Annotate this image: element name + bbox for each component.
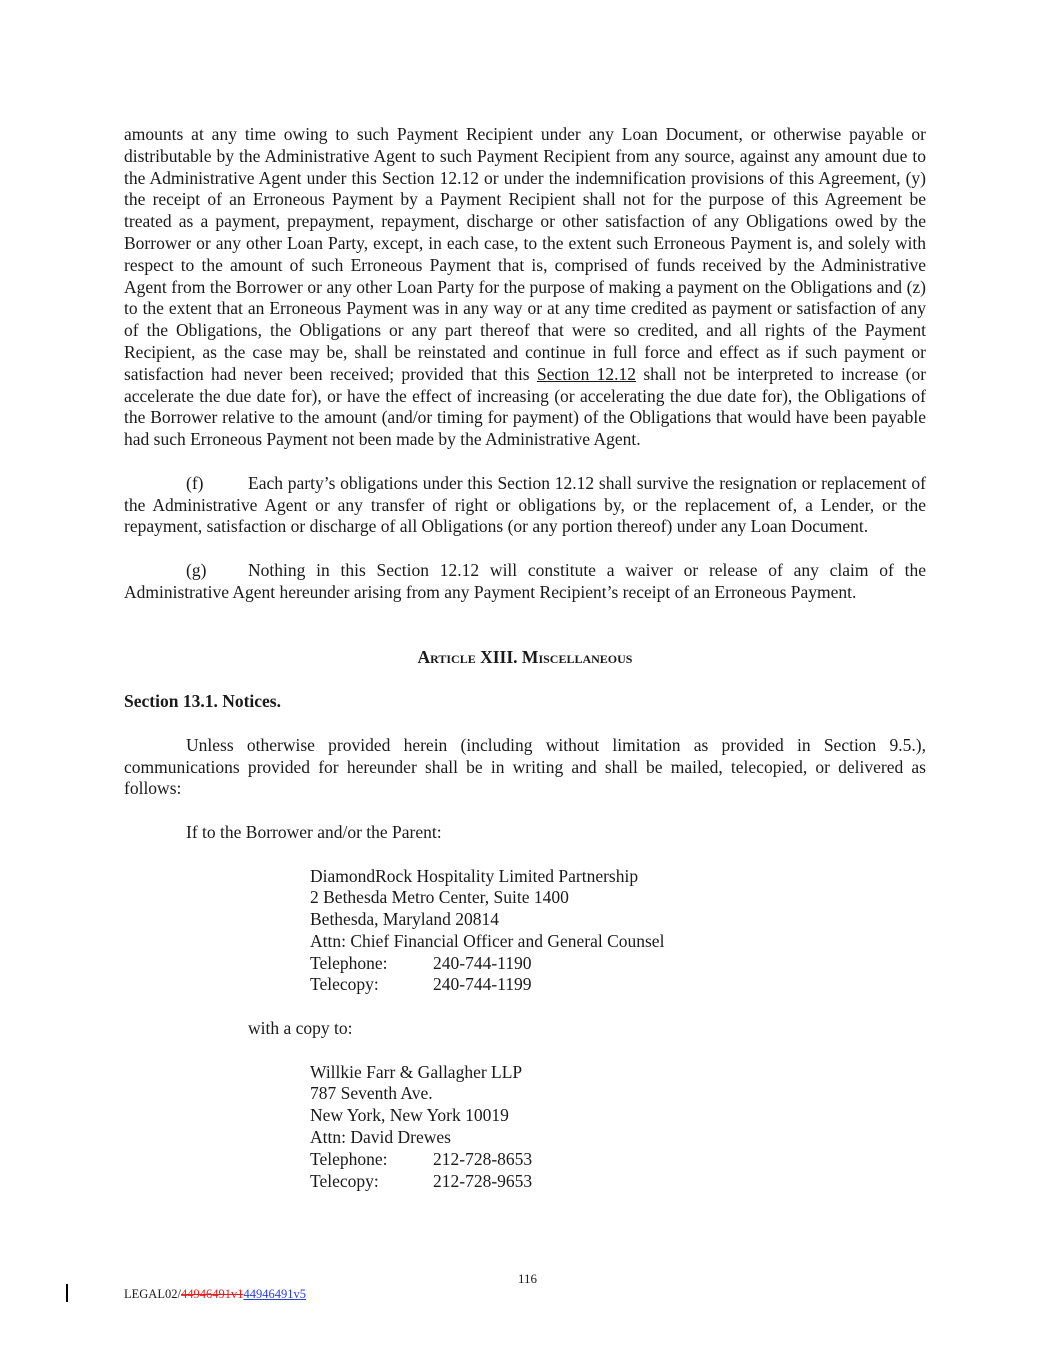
paragraph-f-label: (f) [186, 472, 204, 493]
page-number: 116 [517, 1271, 538, 1286]
copy-attn: Attn: David Drewes [310, 1127, 451, 1148]
copy-name: Willkie Farr & Gallagher LLP [310, 1061, 523, 1082]
paragraph-g-text: Nothing in this Section 12.12 will constitute a waiver or release of any claim of the Administrative Agent hereunder arising from any Payment Recipient’s receipt of an Erroneous Payment. [124, 559, 926, 602]
borrower-telephone: Telephone: 240-744-1190 [310, 952, 532, 973]
copy-telephone: Telephone: 212-728-8653 [310, 1148, 533, 1169]
borrower-intro: If to the Borrower and/or the Parent: [186, 821, 442, 842]
copy-street: 787 Seventh Ave. [310, 1083, 433, 1104]
section-12-12-reference: Section 12.12 [536, 363, 637, 384]
footer-inserted-version: 44946491v5 [243, 1287, 306, 1301]
copy-city: New York, New York 10019 [310, 1105, 509, 1126]
paragraph-g-label: (g) [186, 559, 207, 580]
paragraph-text-tail: shall not be interpreted to increase (or accelerate the due date for), or have the effect of increasing (or accelerating the due date for), the Obligations of the Borrower relative to the amount (and/or timing for payment) of the Obligations that would have been payable had such Erroneous Payment not been made by the Administrative Agent. [124, 363, 927, 450]
change-bar [66, 1284, 68, 1302]
paragraph-f [124, 473, 926, 538]
paragraph-text: amounts at any time owing to such Payment Recipient under any Loan Document, or otherwise payable or distributable by the Administrative Agent to such Payment Recipient from any source, against any amount due to the Administrative Agent under this Section 12.12 or under the indemnification provisions of this Agreement, (y) the receipt of an Erroneous Payment by a Payment Recipient shall not for the purpose of this Agreement be treated as a payment, prepayment, repayment, discharge or other satisfaction of any Obligations owed by the Borrower or any other Loan Party, except, in each case, to the extent such Erroneous Payment is, and solely with respect to the amount of such Erroneous Payment that is, comprised of funds received by the Administrative Agent from the Borrower or any other Loan Party for the purpose of making a payment on the Obligations and (z) to the extent that an Erroneous Payment was in any way or at any time credited as payment or satisfaction of any of the Obligations, the Obligations or any part thereof that were so credited, and all rights of the Payment Recipient, as the case may be, shall be reinstated and continue in full force and effect as if such payment or satisfaction had never been received; provided that this [124, 124, 926, 384]
borrower-address [124, 866, 926, 997]
copy-telecopy: Telecopy: 212-728-9653 [310, 1170, 533, 1191]
paragraph-e-continuation [124, 124, 926, 451]
footer-prefix: LEGAL02/ [124, 1287, 181, 1301]
copy-address [124, 1062, 926, 1193]
footer-deleted-version: 44946491v1 [180, 1287, 244, 1301]
borrower-name: DiamondRock Hospitality Limited Partnership [310, 865, 639, 886]
borrower-telecopy: Telecopy: 240-744-1199 [310, 974, 532, 995]
article-heading: Article XIII. Miscellaneous [417, 647, 633, 668]
borrower-attn: Attn: Chief Financial Officer and General Counsel [310, 930, 665, 951]
document-page [124, 124, 926, 1192]
document-id-footer [124, 1287, 306, 1302]
borrower-city: Bethesda, Maryland 20814 [310, 909, 500, 930]
copy-intro: with a copy to: [248, 1018, 353, 1039]
paragraph-f-text: Each party’s obligations under this Section 12.12 shall survive the resignation or replacement of the Administrative Agent or any transfer of right or obligations by, or the replacement of, a Lender, or the repayment, satisfaction or discharge of all Obligations (or any portion thereof) under any Loan Document. [124, 472, 926, 537]
paragraph-g [124, 560, 926, 604]
borrower-street: 2 Bethesda Metro Center, Suite 1400 [310, 887, 569, 908]
section-heading: Section 13.1. Notices. [124, 691, 281, 712]
notices-paragraph: Unless otherwise provided herein (including without limitation as provided in Section 9.5.), communications provided for hereunder shall be in writing and shall be mailed, telecopied, or delivered as follows: [124, 734, 926, 799]
